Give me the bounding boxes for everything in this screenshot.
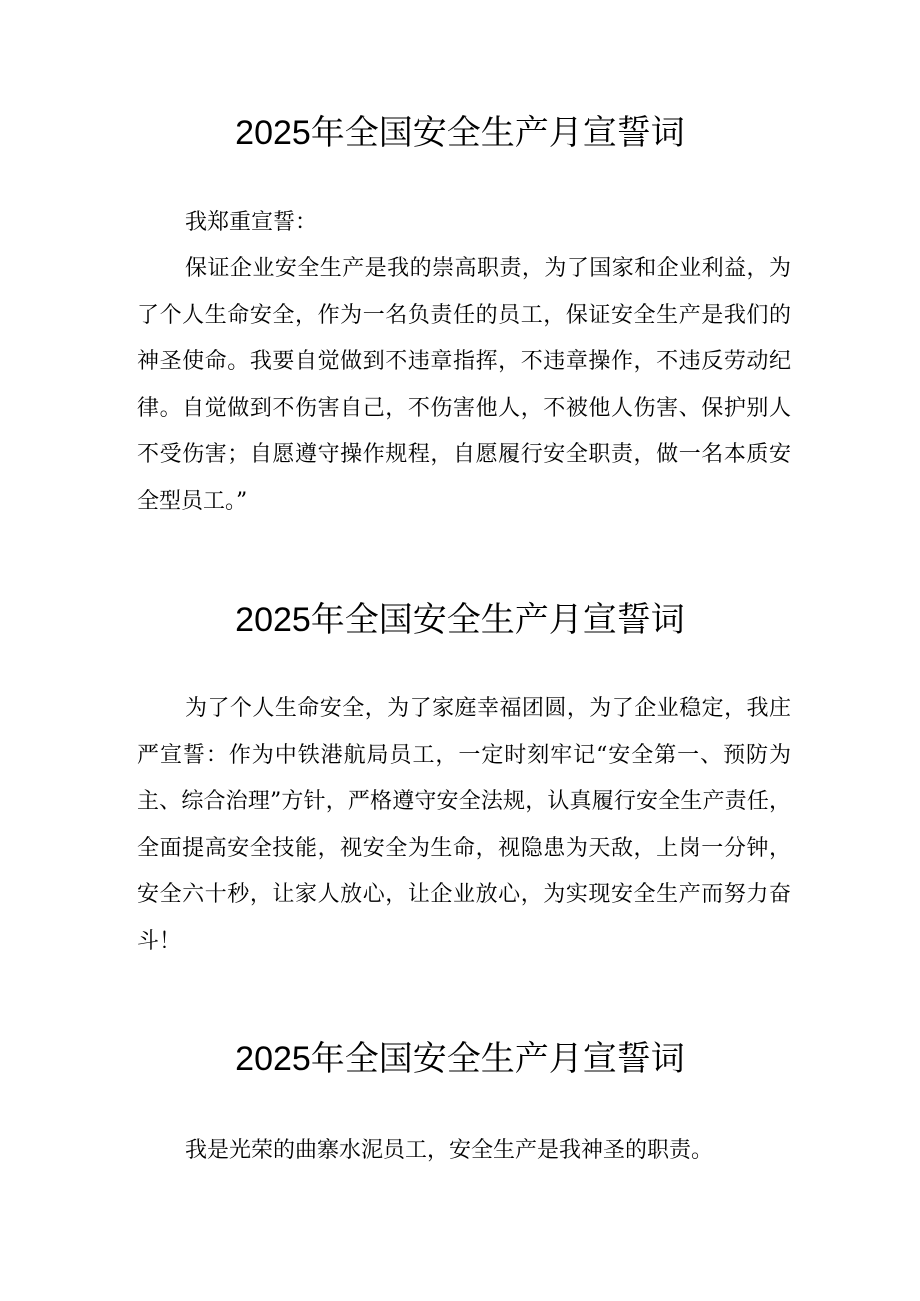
section-1-title: 2025年全国安全生产月宣誓词 [235, 114, 685, 152]
section-1-paragraph-1: 我郑重宣誓： [185, 210, 318, 235]
section-2-title: 2025年全国安全生产月宣誓词 [235, 601, 685, 639]
section-1-paragraph-2: 保证企业安全生产是我的崇高职责，为了国家和企业利益，为了个人生命安全，作为一名负责任的员工，保证安全生产是我们的神圣使命。我要自觉做到不违章指挥，不违章操作，不违反劳动纪律。自觉做到不伤害自己，不伤害他人，不被他人伤害、保护别人不受伤害；自愿遵守操作规程，自愿履行安全职责，做一名本质安全型员工。” [137, 256, 791, 514]
section-2-paragraph-1: 为了个人生命安全，为了家庭幸福团圆，为了企业稳定，我庄严宣誓：作为中铁港航局员工，一定时刻牢记“安全第一、预防为主、综合治理”方针，严格遵守安全法规，认真履行安全生产责任，全面提高安全技能，视安全为生命，视隐患为天敌，上岗一分钟，安全六十秒，让家人放心，让企业放心，为实现安全生产而努力奋斗！ [137, 696, 791, 954]
section-3-paragraph-1: 我是光荣的曲寨水泥员工，安全生产是我神圣的职责。 [185, 1138, 714, 1163]
section-3-title: 2025年全国安全生产月宣誓词 [235, 1040, 685, 1078]
